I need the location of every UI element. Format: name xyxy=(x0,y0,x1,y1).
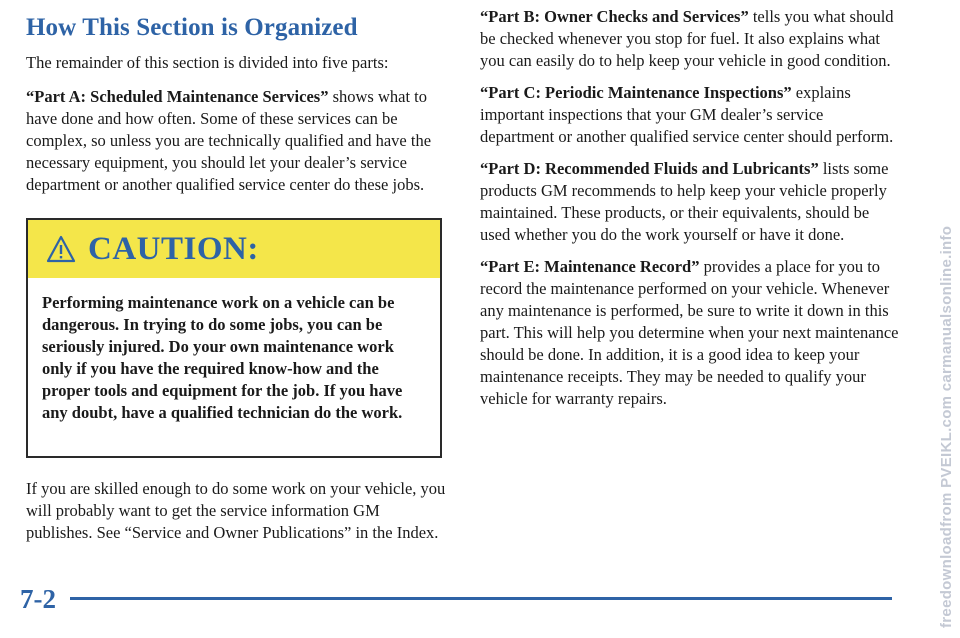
part-c-paragraph xyxy=(480,82,900,148)
part-c-heading: “Part C: Periodic Maintenance Inspections” xyxy=(480,83,792,102)
left-column xyxy=(26,14,446,206)
right-column xyxy=(480,6,900,420)
caution-title: CAUTION: xyxy=(88,230,259,267)
warning-triangle-icon xyxy=(46,235,76,263)
page-number: 7-2 xyxy=(20,584,56,614)
part-e-text: provides a place for you to record the maintenance performed on your vehicle. Whenever any maintenance is performed, be sure to write it down in this part. This will help you determine when your next maintenance should be done. In addition, it is a good idea to keep your maintenance receipts. They may be needed to qualify your vehicle for warranty repairs. xyxy=(480,257,899,408)
part-c-text: explains important inspections that your GM dealer’s service department or another qualified service center should perform. xyxy=(480,83,894,146)
part-a-paragraph xyxy=(26,86,446,196)
part-b-heading: “Part B: Owner Checks and Services” xyxy=(480,7,749,26)
footer-rule xyxy=(70,597,892,600)
caution-body: Performing maintenance work on a vehicle can be dangerous. In trying to do some jobs, you can be seriously injured. Do your own maintenance work only if you have the required know-how and the proper tools and equipment for the job. If you have any doubt, have a qualified technician do the work. xyxy=(42,293,403,422)
part-a-text: shows what to have done and how often. Some of these services can be complex, so unless you are technically qualified and have the necessary equipment, you should let your dealer’s service department or another qualified service center do these jobs. xyxy=(26,87,432,194)
section-intro: The remainder of this section is divided into five parts: xyxy=(26,53,389,72)
part-d-paragraph xyxy=(480,158,900,246)
part-b-paragraph xyxy=(480,6,900,72)
part-e-heading: “Part E: Maintenance Record” xyxy=(480,257,700,276)
caution-box xyxy=(26,218,442,458)
part-e-paragraph xyxy=(480,256,900,410)
after-caution-paragraph xyxy=(26,478,446,544)
section-title: How This Section is Organized xyxy=(26,14,358,41)
part-d-text: lists some products GM recommends to help keep your vehicle properly maintained. These products, or their equivalents, should be used whether you do the work yourself or have it done. xyxy=(480,159,889,244)
part-b-text: tells you what should be checked whenever you stop for fuel. It also explains what you can easily do to help keep your vehicle in good condition. xyxy=(480,7,894,70)
part-a-heading: “Part A: Scheduled Maintenance Services” xyxy=(26,87,329,106)
watermark: freedownloadfrom PVEIKL.com carmanualsonline.info xyxy=(938,225,955,628)
part-d-heading: “Part D: Recommended Fluids and Lubricants” xyxy=(480,159,819,178)
caution-banner xyxy=(28,220,440,278)
service-info-text: If you are skilled enough to do some work on your vehicle, you will probably want to get the service information GM publishes. See “Service and Owner Publications” in the Index. xyxy=(26,479,446,542)
